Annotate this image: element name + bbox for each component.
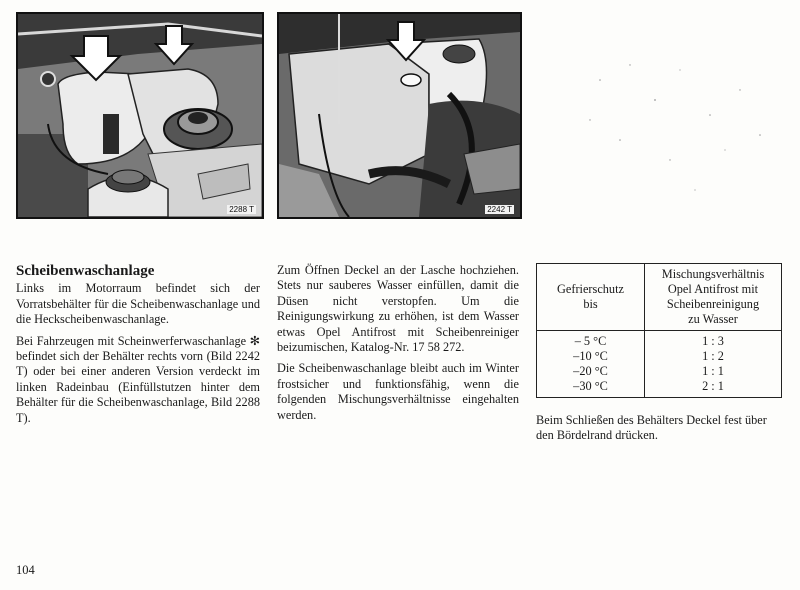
table-cell: –20 °C (573, 364, 608, 378)
figure-2288t (16, 12, 264, 219)
figure-2242t (277, 12, 522, 219)
section-heading: Scheibenwaschanlage (16, 263, 155, 279)
mixing-ratio-table (536, 263, 782, 398)
header-mixing-ratio: Mischungsverhältnis Opel Antifrost mit Scheibenreinigung zu Wasser (645, 264, 782, 331)
header-frost-protection: Gefrierschutz bis (537, 264, 645, 331)
table-cell: –30 °C (573, 379, 608, 393)
page-number: 104 (16, 563, 35, 577)
table-cell: 1 : 1 (702, 364, 724, 378)
figure-code: 2242 T (487, 205, 512, 214)
engine-bay-photo-right (279, 14, 520, 217)
scan-speckles (560, 20, 780, 220)
right-note (536, 413, 786, 450)
table-cell: 1 : 2 (702, 349, 724, 363)
paragraph: Links im Motorraum befindet sich der Vorratsbehälter für die Scheibenwaschanlage und die Heckscheibenwaschanlage. (16, 281, 260, 327)
temperature-cell (537, 331, 645, 398)
paragraph: Beim Schließen des Behälters Deckel fest über den Bördelrand drücken. (536, 413, 767, 443)
table-cell: –10 °C (573, 349, 608, 363)
table-body-row (537, 331, 782, 398)
ratio-cell (645, 331, 782, 398)
figure-code: 2288 T (229, 205, 254, 214)
paragraph: Zum Öffnen Deckel an der Lasche hochziehen. Stets nur sauberes Wasser einfüllen, damit die Düsen nicht verstopfen. Um die Reinigungswirkung zu erhöhen, ist dem Wasser etwas Opel Antifrost mit Scheibenreiniger beizumischen, Katalog-Nr. 17 58 272. (277, 263, 519, 355)
table-header-row (537, 264, 782, 331)
table-cell: 2 : 1 (702, 379, 724, 393)
paragraph: Die Scheibenwaschanlage bleibt auch im Winter frostsicher und funktionsfähig, wenn die folgenden Mischungsverhältnisse eingehalten werden. (277, 361, 519, 422)
table-cell: – 5 °C (574, 334, 607, 348)
middle-column (277, 263, 519, 429)
left-column (16, 264, 260, 432)
paragraph: Bei Fahrzeugen mit Scheinwerferwaschanlage ✻ befindet sich der Behälter rechts vorn (Bild 2242 T) oder bei einer anderen Version verdeckt im linken Radeinbau (Einfüllstutzen hinter dem Behälter für die Scheibenwaschanlage, Bild 2288 T). (16, 333, 260, 425)
table-cell: 1 : 3 (702, 334, 724, 348)
engine-bay-photo-left (18, 14, 262, 217)
